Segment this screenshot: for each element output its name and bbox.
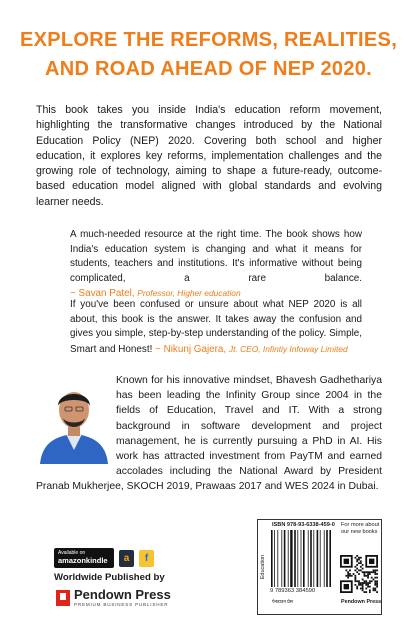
published-by-label: Worldwide Published by xyxy=(54,572,165,583)
headline-line-2: AND ROAD AHEAD OF NEP 2020. xyxy=(44,58,373,80)
photo-space xyxy=(36,373,116,465)
testimonial-1 xyxy=(70,228,362,302)
amazon-kindle-badge[interactable] xyxy=(54,548,114,568)
testimonial-2-role: Jt. CEO, Infintiy Infoway Limited xyxy=(228,343,348,354)
testimonial-2-attribution xyxy=(155,344,348,355)
testimonial-1-text: A much-needed resource at the right time. The book shows how India's education system is changing and what it means for students, teachers and institutions. It's informative without being complicated, a rare balance. xyxy=(70,229,362,284)
author-bio-text: Known for his innovative mindset, Bhavesh Gadhethariya has been leading the Infinity Group since 2004 in the fields of Education, Travel and IT. With a strong background in software development and project management, he is currently pursuing a PhD in AI. His work has attracted investment from PayTM and earned accolades including the National Award by President Pranab Mukherjee, SKOCH 2019, Prawaas 2017 and WES 2024 in Dubai. xyxy=(36,375,382,493)
testimonial-2-name: ~ Nikunj Gajera, xyxy=(155,343,227,355)
genre-text: Education xyxy=(260,554,266,579)
headline-line-1: EXPLORE THE REFORMS, REALITIES, xyxy=(19,29,398,51)
genre-label xyxy=(258,519,268,614)
testimonial-2 xyxy=(70,298,362,357)
qr-code-icon[interactable] xyxy=(340,555,378,593)
testimonial-1-name: ~ Savan Patel, xyxy=(70,288,135,300)
intro-paragraph: This book takes you inside India's education reform movement, highlighting the transformative changes introduced by the National Education Policy (NEP) 2020. Covering both school and higher education, it explores key reforms, implementation challenges and the growing role of technology, aiming to shape a future-ready, outcome-based education model aligned with global standards and evolving learner needs. xyxy=(36,104,382,208)
testimonial-1-role: Professor, Higher education xyxy=(137,288,241,299)
amazon-app-icon[interactable]: a xyxy=(119,550,134,567)
store-badges xyxy=(54,548,154,568)
barcode-number: 9 789363 384590 xyxy=(270,588,316,594)
badge-available-text: Available on xyxy=(58,550,86,556)
barcode-icon xyxy=(270,530,332,587)
testimonial-2-text: If you've been confused or unsure about what NEP 2020 is all about, this book is the answer. It takes away the confusion and gives you simple, step-by-step understanding of the policy. Simple, Smart and Honest! xyxy=(70,299,362,355)
pendown-name: Pendown Press xyxy=(74,587,171,602)
pendown-small-label: Pendown Press xyxy=(341,599,382,605)
qr-caption: For more about our new books xyxy=(341,522,380,535)
headline xyxy=(0,26,417,84)
isbn-label: ISBN 978-93-6338-459-0 xyxy=(272,522,335,528)
pendown-tagline: PREMIUM BUSINESS PUBLISHER xyxy=(74,602,169,607)
badge-store-name: amazonkindle xyxy=(58,556,108,565)
flipkart-app-icon[interactable]: f xyxy=(139,550,154,567)
pendown-logo xyxy=(56,588,171,607)
imprint-text: पेनडाउन प्रेस xyxy=(272,599,293,604)
pendown-mark-icon xyxy=(56,590,70,606)
author-bio xyxy=(36,373,382,495)
